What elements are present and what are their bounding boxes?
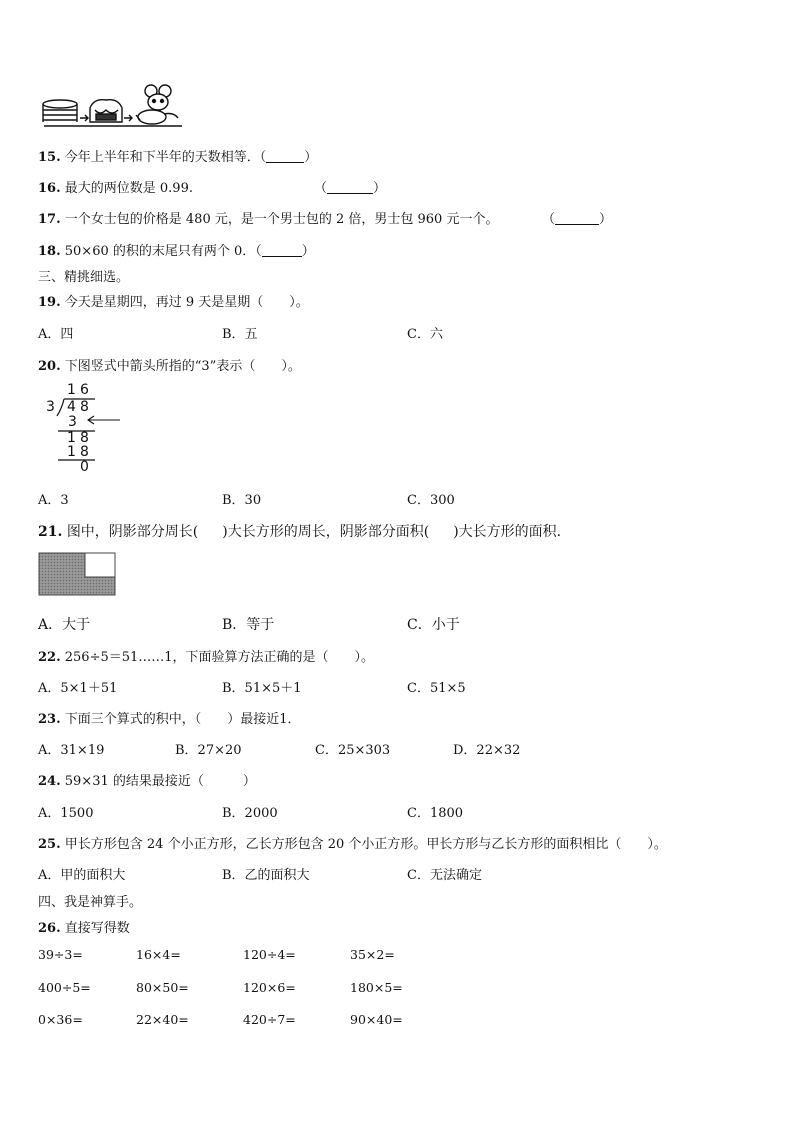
option-b[interactable]: B．等于: [222, 617, 275, 633]
subtract-digit: 8: [80, 444, 89, 460]
long-division: [40, 382, 130, 476]
option-b[interactable]: B．30: [222, 493, 262, 508]
question-17: [38, 208, 498, 227]
calc-item[interactable]: 80×50=: [136, 980, 189, 995]
question-16: [38, 177, 193, 196]
option-b[interactable]: B．2000: [222, 806, 278, 821]
paren-close: ）: [373, 181, 387, 196]
option-b[interactable]: B．乙的面积大: [222, 868, 310, 883]
question-text: 50×60 的积的末尾只有两个 0．（: [64, 244, 262, 259]
question-15: [38, 146, 317, 165]
pointer-arrow-icon: [88, 416, 120, 424]
paren-open: （: [542, 212, 556, 227]
question-22: [38, 646, 374, 665]
remainder-digit: 8: [80, 430, 89, 446]
answer-blank[interactable]: [262, 243, 302, 257]
calc-item[interactable]: 420÷7=: [243, 1012, 296, 1027]
question-20: [38, 355, 301, 374]
section-heading: 三、精挑细选。: [38, 270, 130, 285]
divisor: 3: [46, 399, 55, 415]
q17-answer: [542, 208, 612, 227]
question-text: 最大的两位数是 0.99.: [64, 181, 193, 196]
question-number: 17.: [38, 212, 61, 227]
question-number: 16.: [38, 181, 61, 196]
answer-blank[interactable]: [555, 211, 599, 225]
option-a[interactable]: A．甲的面积大: [38, 868, 126, 883]
quotient-digit: 6: [80, 382, 89, 398]
option-c[interactable]: C．51×5: [407, 681, 466, 696]
option-c[interactable]: C．1800: [407, 806, 464, 821]
question-text: 图中，阴影部分周长(: [66, 524, 199, 540]
option-a[interactable]: A．大于: [38, 617, 91, 633]
question-18: [38, 240, 315, 259]
final-remainder: 0: [80, 459, 89, 475]
question-text: 今天是星期四，再过 9 天是星期（ ）。: [64, 295, 309, 310]
cake-icon: [43, 100, 77, 122]
paren-close: ）: [301, 244, 315, 259]
question-text: 256÷5＝51……1，下面验算方法正确的是（ ）。: [64, 650, 375, 665]
question-text: 今年上半年和下半年的天数相等．（: [64, 150, 267, 165]
paren-close: ）: [304, 150, 318, 165]
option-c[interactable]: C．25×303: [315, 743, 391, 758]
option-c[interactable]: C．无法确定: [407, 868, 482, 883]
question-number: 19.: [38, 295, 61, 310]
question-number: 20.: [38, 359, 61, 374]
question-text: 下图竖式中箭头所指的“3”表示（ ）。: [64, 359, 301, 374]
calc-item[interactable]: 180×5=: [350, 980, 403, 995]
answer-blank[interactable]: [327, 180, 373, 194]
arrow-icon: [124, 115, 132, 121]
question-text: 直接写得数: [64, 921, 130, 936]
option-b[interactable]: B．51×5＋1: [222, 681, 302, 696]
bread-icon: [90, 100, 122, 122]
option-a[interactable]: A．3: [38, 493, 69, 508]
calc-item[interactable]: 16×4=: [136, 947, 181, 962]
option-a[interactable]: A．1500: [38, 806, 94, 821]
option-b[interactable]: B．五: [222, 327, 258, 342]
calc-item[interactable]: 22×40=: [136, 1012, 189, 1027]
option-c[interactable]: C．小于: [407, 617, 460, 633]
mouse-icon: [136, 85, 178, 124]
option-b[interactable]: B．27×20: [175, 743, 242, 758]
q16-answer: [314, 177, 386, 196]
shaded-rectangle-figure: [38, 552, 116, 596]
question-19: [38, 291, 309, 310]
question-number: 23.: [38, 712, 61, 727]
subtract-digit: 1: [67, 444, 76, 460]
calc-item[interactable]: 0×36=: [38, 1012, 83, 1027]
question-26: [38, 917, 130, 936]
option-a[interactable]: A．5×1＋51: [38, 681, 118, 696]
question-text: )大长方形的周长，阴影部分面积(: [222, 524, 430, 540]
option-a[interactable]: A．四: [38, 327, 74, 342]
question-23: [38, 708, 301, 727]
remainder-digit: 1: [67, 430, 76, 446]
question-text: 一个女士包的价格是 480 元，是一个男士包的 2 倍，男士包 960 元一个。: [64, 212, 499, 227]
calc-item[interactable]: 35×2=: [350, 947, 395, 962]
arrow-icon: [80, 115, 88, 121]
dividend-digit: 8: [80, 399, 89, 415]
option-a[interactable]: A．31×19: [38, 743, 105, 758]
calc-item[interactable]: 120÷4=: [243, 947, 296, 962]
question-number: 15.: [38, 150, 61, 165]
subtract-digit: 3: [68, 414, 77, 430]
question-text: )大长方形的面积．: [453, 524, 571, 540]
answer-blank[interactable]: [266, 149, 304, 163]
question-number: 24.: [38, 774, 61, 789]
option-c[interactable]: C．六: [407, 327, 443, 342]
question-text: 59×31 的结果最接近（ ）: [64, 774, 256, 789]
question-number: 26.: [38, 921, 61, 936]
header-picture: [40, 82, 188, 130]
paren-close: ）: [599, 212, 613, 227]
section-heading: 四、我是神算手。: [38, 895, 143, 910]
question-24: [38, 770, 256, 789]
question-number: 25.: [38, 837, 61, 852]
option-c[interactable]: C．300: [407, 493, 455, 508]
question-number: 22.: [38, 650, 61, 665]
calc-item[interactable]: 90×40=: [350, 1012, 403, 1027]
question-25: [38, 833, 667, 852]
paren-open: （: [314, 181, 328, 196]
quotient-digit: 1: [67, 382, 76, 398]
calc-item[interactable]: 120×6=: [243, 980, 296, 995]
question-21: [38, 521, 571, 541]
question-text: 甲长方形包含 24 个小正方形，乙长方形包含 20 个小正方形。甲长方形与乙长方形的面积相比（ ）。: [64, 837, 667, 852]
question-number: 18.: [38, 244, 61, 259]
question-text: 下面三个算式的积中，（ ）最接近1．: [64, 712, 301, 727]
option-d[interactable]: D．22×32: [453, 743, 521, 758]
dividend-digit: 4: [67, 399, 76, 415]
calc-item[interactable]: 400÷5=: [38, 980, 91, 995]
calc-item[interactable]: 39÷3=: [38, 947, 83, 962]
question-number: 21.: [38, 524, 63, 540]
